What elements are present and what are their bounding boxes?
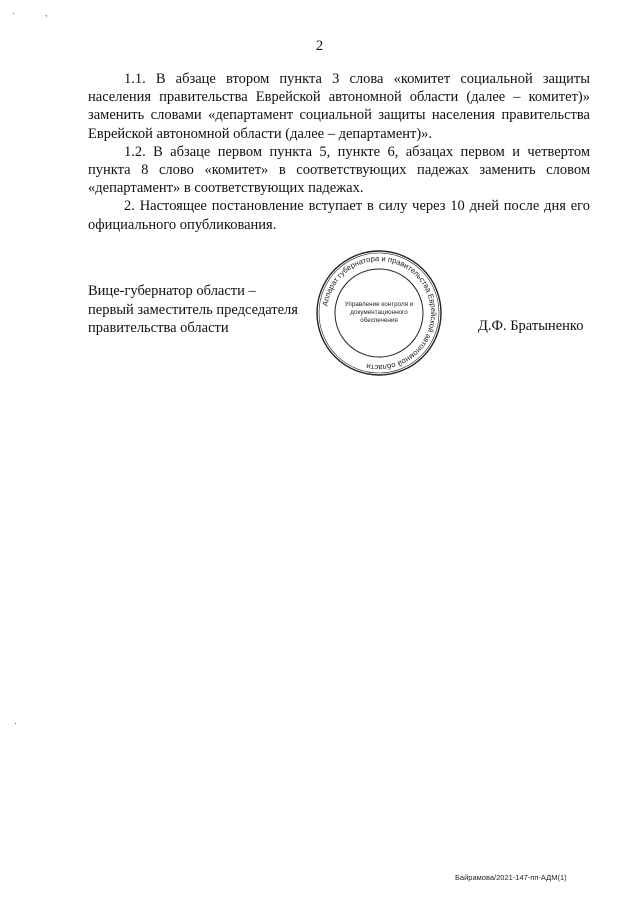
document-body xyxy=(88,70,590,234)
official-seal-stamp xyxy=(314,248,444,378)
signer-name: Д.Ф. Братыненко xyxy=(478,318,584,334)
seal-center-line: обеспечения xyxy=(360,317,398,324)
seal-center-line: Управление контроля и xyxy=(344,301,414,308)
page-number: 2 xyxy=(315,38,324,54)
scan-speck: · xyxy=(14,718,17,728)
paragraph-2: 2. Настоящее постановление вступает в силу через 10 дней после дня его официального опубликования. xyxy=(88,198,590,233)
scan-speck: , xyxy=(45,8,48,18)
paragraph-1-1: 1.1. В абзаце втором пункта 3 слова «комитет социальной защиты населения правительства Еврейской автономной области (далее – комитет)» заменить словами «департамент социальной защиты населения правительства Еврейской автономной области (далее – департамент)». xyxy=(88,71,590,142)
paragraph-1-2: 1.2. В абзаце первом пункта 5, пункте 6, абзацах первом и четвертом пункта 8 слово «комитет» в соответствующих падежах заменить словом «департамент» в соответствующих падежах. xyxy=(88,143,590,197)
scan-speck: · xyxy=(12,8,15,18)
seal-center-line: документационного xyxy=(350,309,408,316)
footer-reference: Байрамова/2021-147-пп-АДМ(1) xyxy=(455,873,567,882)
seal-ring-text: Аппарат губернатора и правительства Еврейской автономной области xyxy=(320,253,439,373)
position-line: Вице-губернатор области – xyxy=(88,283,256,299)
position-line: первый заместитель председателя xyxy=(88,301,298,318)
signatory-position xyxy=(88,282,298,338)
position-line: правительства области xyxy=(88,320,229,336)
